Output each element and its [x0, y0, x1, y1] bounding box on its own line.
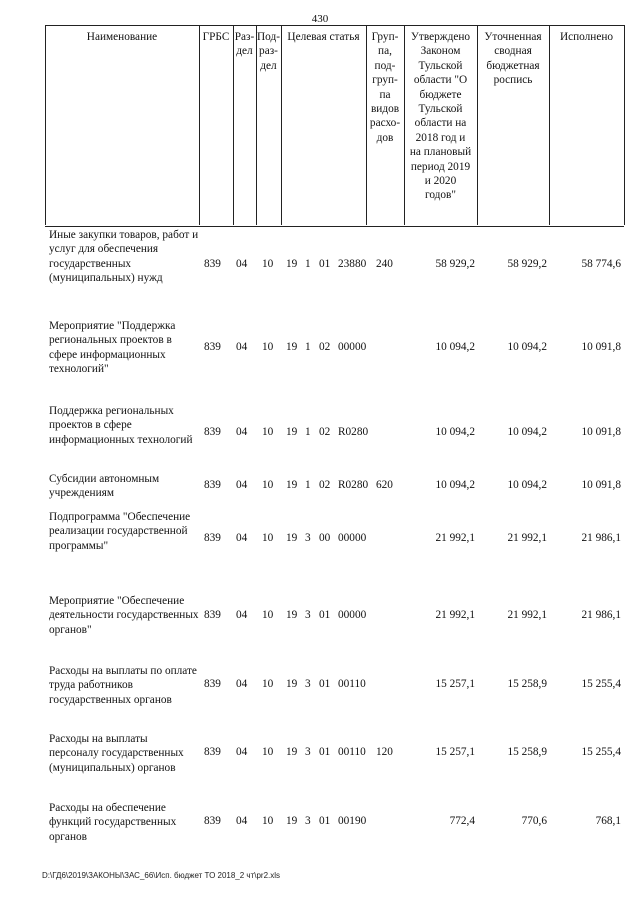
header-podrazdel: Под- раз- дел	[257, 31, 280, 72]
refined-amount: 15 258,9	[507, 746, 547, 758]
razdel-cell: 04	[236, 341, 248, 353]
expense-group-cell: 120	[376, 746, 393, 758]
refined-amount: 21 992,1	[507, 532, 547, 544]
target-article-subprogram: 1	[305, 479, 311, 491]
column-divider	[624, 25, 625, 225]
refined-amount: 10 094,2	[507, 479, 547, 491]
target-article-subprogram: 3	[305, 815, 311, 827]
podrazdel-cell: 10	[262, 815, 274, 827]
column-divider	[199, 25, 200, 225]
grbs-cell: 839	[204, 746, 221, 758]
column-divider	[45, 25, 46, 225]
target-article-direction: 00110	[338, 678, 366, 690]
target-article-subprogram: 1	[305, 258, 311, 270]
approved-amount: 21 992,1	[435, 609, 475, 621]
razdel-cell: 04	[236, 678, 248, 690]
row-name: Субсидии автономным учреждениям	[49, 473, 160, 500]
target-article-event: 02	[319, 479, 331, 491]
header-name: Наименование	[86, 31, 158, 43]
row-name: Расходы на выплаты по оплате труда работников государственных органов	[49, 665, 197, 706]
expense-group-cell: 240	[376, 258, 393, 270]
approved-amount: 58 929,2	[435, 258, 475, 270]
target-article-program: 19	[286, 479, 298, 491]
refined-amount: 15 258,9	[507, 678, 547, 690]
target-article-subprogram: 1	[305, 426, 311, 438]
refined-amount: 10 094,2	[507, 341, 547, 353]
executed-amount: 15 255,4	[581, 746, 621, 758]
target-article-subprogram: 3	[305, 678, 311, 690]
target-article-direction: 23880	[338, 258, 367, 270]
target-article-event: 01	[319, 678, 331, 690]
target-article-event: 00	[319, 532, 331, 544]
header-executed: Исполнено	[559, 31, 614, 43]
podrazdel-cell: 10	[262, 258, 274, 270]
header-expense-group: Груп- па, под- груп- па видов расхо- дов	[369, 31, 401, 144]
podrazdel-cell: 10	[262, 341, 274, 353]
page-number: 430	[311, 13, 329, 25]
expense-group-cell: 620	[376, 479, 393, 491]
podrazdel-cell: 10	[262, 479, 274, 491]
row-name: Расходы на обеспечение функций государственных органов	[49, 802, 177, 843]
approved-amount: 772,4	[449, 815, 475, 827]
target-article-direction: 00190	[338, 815, 367, 827]
row-name: Мероприятие "Обеспечение деятельности государственных органов"	[49, 595, 199, 636]
executed-amount: 10 091,8	[581, 426, 621, 438]
executed-amount: 15 255,4	[581, 678, 621, 690]
header-grbs: ГРБС	[202, 31, 230, 43]
target-article-direction: 00000	[338, 609, 367, 621]
approved-amount: 10 094,2	[435, 479, 475, 491]
target-article-direction: 00110	[338, 746, 366, 758]
target-article-direction: R0280	[338, 479, 369, 491]
row-name: Иные закупки товаров, работ и услуг для обеспечения государственных (муниципальных) нужд	[49, 229, 199, 285]
razdel-cell: 04	[236, 815, 248, 827]
grbs-cell: 839	[204, 479, 221, 491]
podrazdel-cell: 10	[262, 746, 274, 758]
target-article-event: 02	[319, 341, 331, 353]
column-divider	[549, 25, 550, 225]
target-article-event: 02	[319, 426, 331, 438]
approved-amount: 21 992,1	[435, 532, 475, 544]
row-name: Поддержка региональных проектов в сфере информационных технологий	[49, 405, 193, 446]
podrazdel-cell: 10	[262, 532, 274, 544]
refined-amount: 21 992,1	[507, 609, 547, 621]
target-article-direction: R0280	[338, 426, 369, 438]
target-article-subprogram: 3	[305, 532, 311, 544]
header-approved: Утверждено Законом Тульской области "О бюджете Тульской области на 2018 год и на плановый период 2019 и 2020 годов"	[409, 31, 472, 202]
row-name: Подпрограмма "Обеспечение реализации государственной программы"	[49, 511, 191, 552]
refined-amount: 770,6	[521, 815, 547, 827]
target-article-program: 19	[286, 609, 298, 621]
header-razdel: Раз- дел	[234, 31, 255, 58]
podrazdel-cell: 10	[262, 609, 274, 621]
row-name: Мероприятие "Поддержка региональных проектов в сфере информационных технологий"	[49, 320, 176, 376]
target-article-event: 01	[319, 609, 331, 621]
approved-amount: 15 257,1	[435, 746, 475, 758]
target-article-program: 19	[286, 258, 298, 270]
approved-amount: 10 094,2	[435, 426, 475, 438]
target-article-program: 19	[286, 532, 298, 544]
razdel-cell: 04	[236, 532, 248, 544]
razdel-cell: 04	[236, 479, 248, 491]
header-refined: Уточненная сводная бюджетная роспись	[484, 31, 542, 87]
column-divider	[281, 25, 282, 225]
grbs-cell: 839	[204, 678, 221, 690]
razdel-cell: 04	[236, 258, 248, 270]
grbs-cell: 839	[204, 341, 221, 353]
target-article-subprogram: 3	[305, 609, 311, 621]
executed-amount: 58 774,6	[581, 258, 621, 270]
approved-amount: 15 257,1	[435, 678, 475, 690]
executed-amount: 21 986,1	[581, 532, 621, 544]
target-article-program: 19	[286, 815, 298, 827]
podrazdel-cell: 10	[262, 678, 274, 690]
target-article-direction: 00000	[338, 341, 367, 353]
grbs-cell: 839	[204, 609, 221, 621]
grbs-cell: 839	[204, 532, 221, 544]
approved-amount: 10 094,2	[435, 341, 475, 353]
grbs-cell: 839	[204, 815, 221, 827]
grbs-cell: 839	[204, 258, 221, 270]
target-article-event: 01	[319, 258, 331, 270]
refined-amount: 58 929,2	[507, 258, 547, 270]
target-article-direction: 00000	[338, 532, 367, 544]
executed-amount: 10 091,8	[581, 479, 621, 491]
refined-amount: 10 094,2	[507, 426, 547, 438]
executed-amount: 21 986,1	[581, 609, 621, 621]
row-name: Расходы на выплаты персоналу государственных (муниципальных) органов	[49, 733, 184, 774]
grbs-cell: 839	[204, 426, 221, 438]
razdel-cell: 04	[236, 426, 248, 438]
razdel-cell: 04	[236, 746, 248, 758]
header-target-article: Целевая статья	[287, 31, 360, 43]
target-article-program: 19	[286, 426, 298, 438]
podrazdel-cell: 10	[262, 426, 274, 438]
executed-amount: 768,1	[595, 815, 621, 827]
target-article-event: 01	[319, 746, 331, 758]
executed-amount: 10 091,8	[581, 341, 621, 353]
file-path-footer: D:\ГД6\2019\ЗАКОНЫ\ЗАС_66\Исп. бюджет ТО 2018_2 чт\pr2.xls	[42, 871, 281, 880]
target-article-program: 19	[286, 746, 298, 758]
target-article-subprogram: 3	[305, 746, 311, 758]
target-article-event: 01	[319, 815, 331, 827]
target-article-subprogram: 1	[305, 341, 311, 353]
target-article-program: 19	[286, 678, 298, 690]
razdel-cell: 04	[236, 609, 248, 621]
target-article-program: 19	[286, 341, 298, 353]
